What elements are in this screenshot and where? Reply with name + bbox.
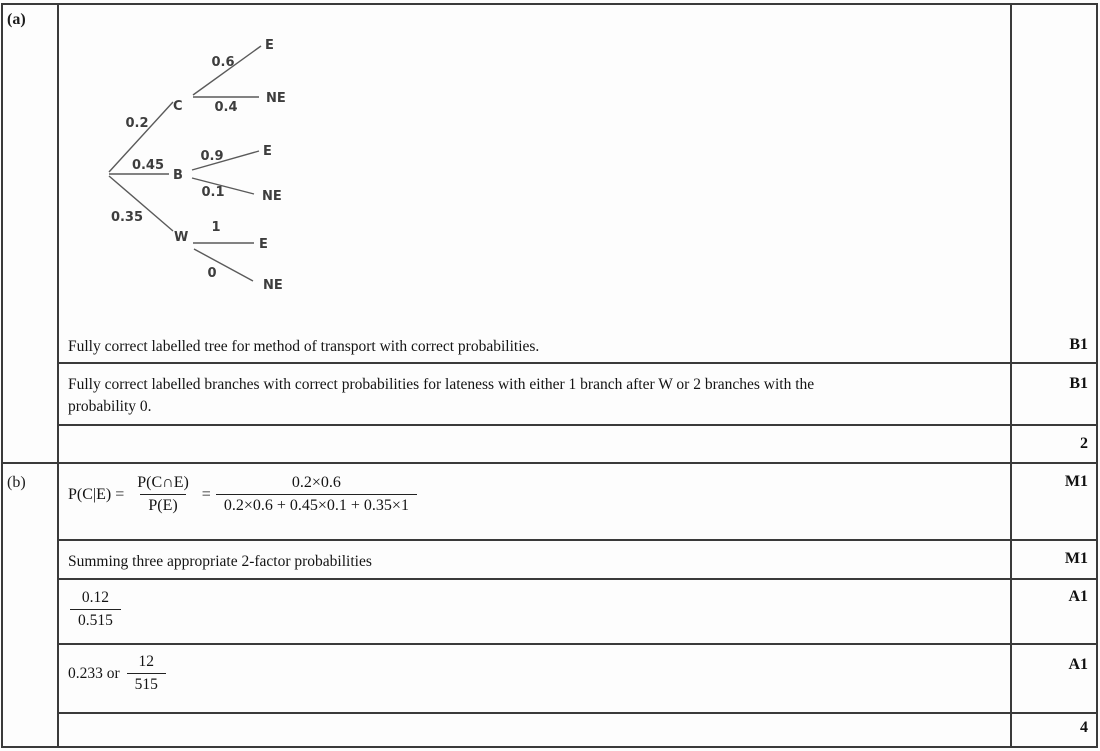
part-a-total: 2	[1080, 435, 1088, 452]
part-b-total: 4	[1080, 719, 1088, 736]
node-c-label: C	[173, 99, 183, 114]
section-divider-a-b	[1, 462, 1097, 464]
outcome-b-e: E	[263, 144, 272, 159]
row-divider-3	[57, 539, 1097, 541]
formula-frac1-denominator: P(E)	[140, 494, 185, 515]
formula-lhs: P(C|E) =	[68, 485, 125, 503]
node-w-label: W	[174, 230, 189, 245]
prob-root-c: 0.2	[125, 116, 149, 131]
formula-equals: =	[201, 485, 211, 503]
mark-a1-second: A1	[1068, 656, 1088, 673]
note-a2-line1: Fully correct labelled branches with correct probabilities for lateness with either 1 branch after W or 2 branches with the	[68, 376, 815, 393]
formula-frac2-denominator: 0.2×0.6 + 0.45×0.1 + 0.35×1	[216, 494, 417, 515]
conditional-probability-formula	[68, 474, 417, 515]
answer1-fraction	[70, 589, 121, 630]
branch-c-e	[193, 46, 261, 95]
note-a2-text	[68, 374, 814, 418]
mark-b1-second: B1	[1069, 375, 1088, 392]
note-a1-text: Fully correct labelled tree for method of transport with correct probabilities.	[68, 338, 540, 355]
table-border-right	[1096, 3, 1098, 748]
row-divider-1	[57, 362, 1097, 364]
outcome-b-ne: NE	[262, 189, 282, 204]
table-border-left	[1, 3, 3, 748]
prob-b-ne: 0.1	[201, 185, 225, 200]
row-divider-2	[57, 424, 1097, 426]
mark-b1-first: B1	[1069, 336, 1088, 353]
answer1-denominator: 0.515	[70, 609, 121, 630]
prob-w-ne: 0	[207, 266, 217, 281]
part-column-divider	[57, 3, 59, 748]
probability-tree-diagram	[85, 28, 325, 298]
answer1-numerator: 0.12	[81, 589, 109, 606]
outcome-w-e: E	[259, 237, 268, 252]
prob-w-e: 1	[211, 220, 221, 235]
row-divider-5	[57, 643, 1097, 645]
formula-frac2-numerator: 0.2×0.6	[291, 474, 341, 491]
answer2-denominator: 515	[127, 673, 166, 694]
outcome-c-e: E	[265, 38, 274, 53]
part-a-label: (a)	[7, 11, 26, 28]
formula-fraction-1	[129, 474, 197, 515]
row-divider-6	[57, 712, 1097, 714]
node-b-label: B	[173, 168, 183, 183]
note-a2-line2: probability 0.	[68, 398, 152, 415]
mark-m1-first: M1	[1064, 473, 1088, 490]
prob-root-b: 0.45	[131, 158, 165, 173]
table-border-bottom	[1, 746, 1097, 748]
formula-fraction-2	[216, 474, 417, 515]
mark-m1-second: M1	[1064, 550, 1088, 567]
formula-frac1-numerator: P(C∩E)	[137, 474, 189, 491]
row-divider-4	[57, 578, 1097, 580]
outcome-w-ne: NE	[263, 278, 283, 293]
part-b-label: (b)	[7, 474, 26, 491]
prob-b-e: 0.9	[200, 149, 224, 164]
note-b1-text: Summing three appropriate 2-factor probabilities	[68, 553, 372, 570]
final-answer-prefix: 0.233 or	[68, 664, 120, 682]
table-border-top	[1, 3, 1097, 5]
branch-w-ne	[194, 249, 253, 281]
mark-a1-first: A1	[1068, 588, 1088, 605]
answer2-fraction	[127, 653, 166, 694]
prob-root-w: 0.35	[110, 210, 144, 225]
final-answer	[68, 653, 166, 694]
prob-c-ne: 0.4	[214, 100, 238, 115]
answer-fraction	[70, 589, 121, 630]
outcome-c-ne: NE	[266, 91, 286, 106]
answer2-numerator: 12	[138, 653, 155, 670]
prob-c-e: 0.6	[211, 55, 235, 70]
